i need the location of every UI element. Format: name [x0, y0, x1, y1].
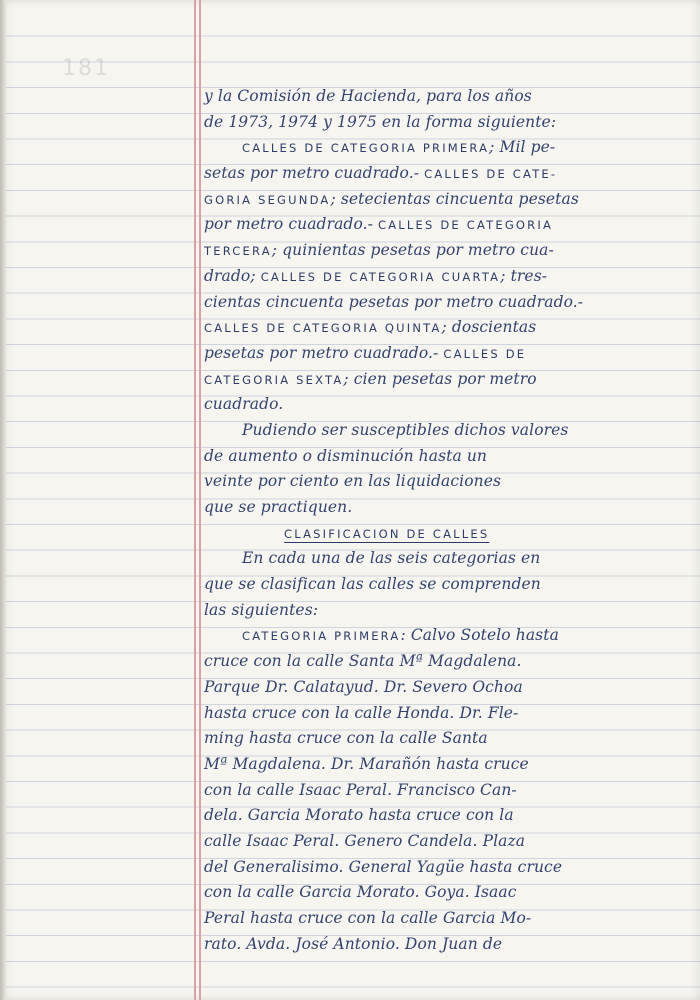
text-line	[204, 495, 676, 521]
script-segment: Pudiendo ser susceptibles dichos valores	[242, 420, 569, 439]
script-segment: cuadrado.	[204, 395, 284, 414]
capitalized-segment: TERCERA	[204, 244, 272, 259]
text-line	[204, 469, 676, 495]
text-line	[204, 315, 676, 341]
script-segment: veinte por ciento en las liquidaciones	[204, 472, 502, 491]
text-line	[204, 418, 676, 444]
capitalized-segment: CALLES DE CATEGORIA PRIMERA	[242, 141, 490, 156]
script-segment: ; doscientas	[441, 318, 537, 337]
capitalized-segment: CALLES DE	[443, 346, 527, 361]
script-segment: ; Mil pe-	[489, 138, 556, 157]
script-segment: de aumento o disminución hasta un	[204, 446, 488, 465]
capitalized-segment: CLASIFICACION DE CALLES	[284, 526, 490, 541]
script-segment: Mª Magdalena. Dr. Marañón hasta cruce	[204, 754, 529, 773]
page-number: 181	[62, 56, 110, 81]
text-line	[204, 906, 676, 932]
capitalized-segment: CALLES DE CATEGORIA	[378, 218, 554, 233]
binding-edge	[0, 0, 6, 1000]
script-segment: pesetas por metro cuadrado.-	[204, 343, 444, 362]
text-line	[204, 161, 676, 187]
text-line	[204, 341, 676, 367]
text-line	[204, 546, 676, 572]
text-line	[204, 855, 676, 881]
text-line	[204, 932, 676, 958]
script-segment: setas por metro cuadrado.-	[204, 164, 425, 183]
script-segment: con la calle Isaac Peral. Francisco Can-	[204, 780, 517, 799]
text-line	[204, 187, 676, 213]
script-segment: ; quinientas pesetas por metro cua-	[271, 241, 554, 260]
script-segment: En cada una de las seis categorias en	[242, 549, 541, 568]
text-line	[204, 392, 676, 418]
text-line	[204, 238, 676, 264]
capitalized-segment: GORIA SEGUNDA	[204, 192, 331, 207]
text-line	[204, 521, 676, 547]
script-segment: ; tres-	[500, 266, 548, 285]
margin-rule-right	[199, 0, 201, 1000]
text-line	[204, 264, 676, 290]
script-segment: Parque Dr. Calatayud. Dr. Severo Ochoa	[204, 677, 523, 696]
capitalized-segment: CATEGORIA PRIMERA	[242, 629, 401, 644]
text-line	[204, 778, 676, 804]
script-segment: cruce con la calle Santa Mª Magdalena.	[204, 652, 522, 671]
script-segment: hasta cruce con la calle Honda. Dr. Fle-	[204, 703, 519, 722]
script-segment: que se clasifican las calles se comprenden	[204, 575, 541, 594]
script-segment: que se practiquen.	[204, 498, 353, 516]
text-line	[204, 84, 676, 110]
text-line	[204, 444, 676, 470]
script-segment: ; cien pesetas por metro	[343, 369, 537, 388]
text-line	[204, 135, 676, 161]
script-segment: de 1973, 1974 y 1975 en la forma siguiente:	[204, 112, 557, 131]
text-line	[204, 880, 676, 906]
script-segment: y la Comisión de Hacienda, para los años	[204, 87, 532, 105]
text-line	[204, 598, 676, 624]
script-segment: dela. Garcia Morato hasta cruce con la	[204, 806, 514, 825]
text-line	[204, 572, 676, 598]
capitalized-segment: CALLES DE CATEGORIA CUARTA	[260, 269, 501, 284]
script-segment: : Calvo Sotelo hasta	[400, 626, 559, 645]
script-segment: por metro cuadrado.-	[204, 215, 379, 234]
script-segment: drado;	[204, 266, 261, 285]
script-segment: calle Isaac Peral. Genero Candela. Plaza	[204, 831, 526, 850]
text-line	[204, 623, 676, 649]
script-segment: rato. Avda. José Antonio. Don Juan de	[204, 934, 503, 953]
text-line	[204, 675, 676, 701]
capitalized-segment: CALLES DE CATE-	[424, 167, 558, 182]
text-line	[204, 649, 676, 675]
capitalized-segment: CATEGORIA SEXTA	[204, 372, 344, 387]
text-line	[204, 110, 676, 136]
text-line	[204, 212, 676, 238]
script-segment: con la calle Garcia Morato. Goya. Isaac	[204, 883, 517, 902]
text-line	[204, 701, 676, 727]
script-segment: ; setecientas cincuenta pesetas	[330, 189, 579, 208]
script-segment: del Generalisimo. General Yagüe hasta cruce	[204, 857, 563, 876]
text-line	[204, 803, 676, 829]
text-line	[204, 752, 676, 778]
script-segment: las siguientes:	[204, 600, 319, 619]
script-segment: cientas cincuenta pesetas por metro cuadrado.-	[204, 292, 584, 311]
text-line	[204, 367, 676, 393]
capitalized-segment: CALLES DE CATEGORIA QUINTA	[204, 321, 442, 336]
text-line	[204, 290, 676, 316]
script-segment: ming hasta cruce con la calle Santa	[204, 729, 488, 748]
handwritten-text-body	[204, 84, 676, 957]
text-line	[204, 726, 676, 752]
margin-rule-left	[194, 0, 196, 1000]
script-segment: Peral hasta cruce con la calle Garcia Mo-	[204, 909, 532, 927]
text-line	[204, 829, 676, 855]
